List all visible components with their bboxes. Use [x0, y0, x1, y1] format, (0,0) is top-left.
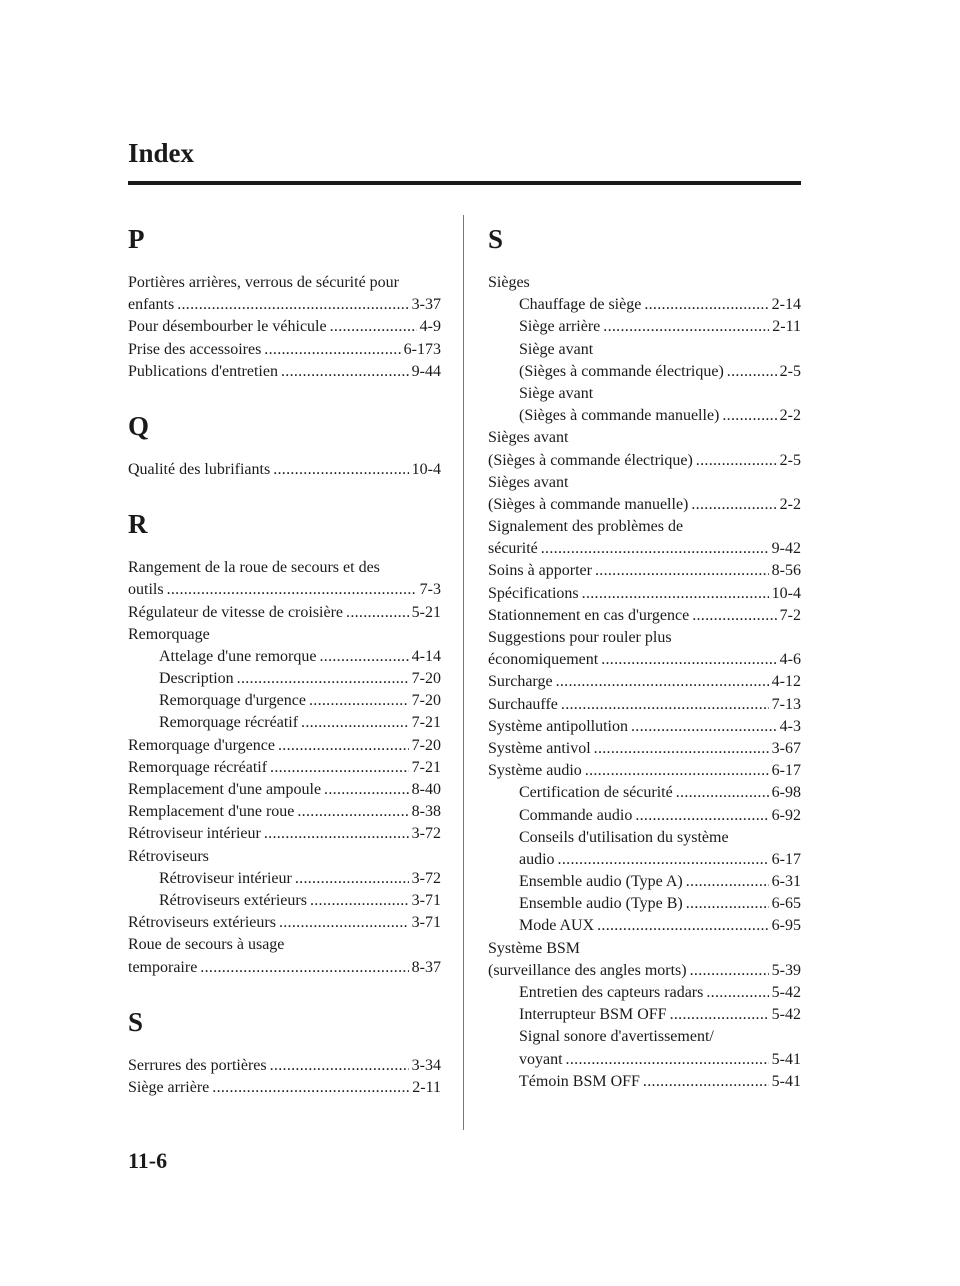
- index-entry: [488, 694, 801, 716]
- dot-leader: [722, 405, 776, 427]
- dot-leader: [237, 668, 409, 690]
- index-entry: [128, 316, 441, 338]
- entry-page-ref: 4-6: [779, 651, 801, 669]
- dot-leader: [281, 361, 409, 383]
- dot-leader: [690, 960, 769, 982]
- dot-leader: [676, 782, 769, 804]
- index-subentry: Siège avant: [519, 340, 594, 358]
- entry-text: économiquement: [488, 651, 599, 669]
- index-subentry: [488, 782, 801, 804]
- index-entry: [128, 912, 441, 934]
- index-entry: [488, 960, 801, 982]
- entry-text: Rétroviseurs extérieurs: [128, 914, 276, 932]
- entry-page-ref: 6-65: [771, 895, 801, 913]
- index-entry: [488, 494, 801, 516]
- entry-page-ref: 5-41: [771, 1050, 801, 1068]
- entry-page-ref: 2-11: [412, 1078, 441, 1096]
- entry-text: Ensemble audio (Type A): [519, 873, 683, 891]
- entry-text: Siège arrière: [519, 318, 601, 336]
- dot-leader: [706, 982, 768, 1004]
- section-letter: S: [488, 224, 504, 254]
- dot-leader: [330, 316, 417, 338]
- index-entry: [488, 671, 801, 693]
- entry-page-ref: 8-37: [411, 958, 441, 976]
- index-subentry: [488, 361, 801, 383]
- index-entry: [488, 605, 801, 627]
- entry-text: voyant: [519, 1050, 563, 1068]
- dot-leader: [603, 316, 769, 338]
- entry-text: Spécifications: [488, 584, 579, 602]
- entry-page-ref: 4-14: [411, 647, 441, 665]
- entry-page-ref: 7-21: [411, 758, 441, 776]
- dot-leader: [566, 1049, 769, 1071]
- index-entry: Sièges avant: [488, 473, 569, 491]
- index-entry: [128, 579, 441, 601]
- index-entry: [488, 450, 801, 472]
- entry-page-ref: 7-2: [779, 606, 801, 624]
- entry-text: (Sièges à commande électrique): [488, 451, 693, 469]
- index-entry: Rangement de la roue de secours et des: [128, 559, 380, 577]
- entry-page-ref: 7-21: [411, 714, 441, 732]
- entry-text: Attelage d'une remorque: [159, 647, 317, 665]
- entry-page-ref: 3-72: [411, 869, 441, 887]
- index-subentry: [488, 294, 801, 316]
- dot-leader: [273, 459, 408, 481]
- index-entry: [488, 583, 801, 605]
- entry-text: enfants: [128, 296, 175, 314]
- entry-text: Publications d'entretien: [128, 362, 278, 380]
- index-entry: Roue de secours à usage: [128, 936, 285, 954]
- entry-page-ref: 2-11: [772, 318, 801, 336]
- entry-text: Remorquage récréatif: [128, 758, 268, 776]
- index-subentry: [488, 849, 801, 871]
- dot-leader: [264, 823, 409, 845]
- entry-text: Remorquage récréatif: [159, 714, 299, 732]
- index-column-right: [488, 222, 801, 1119]
- entry-page-ref: 7-3: [419, 581, 441, 599]
- entry-text: Mode AUX: [519, 917, 595, 935]
- dot-leader: [167, 579, 417, 601]
- index-entry: [488, 760, 801, 782]
- entry-page-ref: 3-34: [411, 1056, 441, 1074]
- entry-page-ref: 8-56: [771, 562, 801, 580]
- entry-text: (Sièges à commande manuelle): [519, 407, 720, 425]
- entry-text: Régulateur de vitesse de croisière: [128, 603, 344, 621]
- index-subentry: [488, 915, 801, 937]
- entry-page-ref: 6-95: [771, 917, 801, 935]
- section-letter: P: [128, 224, 145, 254]
- index-entry: [128, 801, 441, 823]
- entry-page-ref: 9-42: [771, 540, 801, 558]
- section-letter: R: [128, 509, 148, 540]
- index-subentry: Signal sonore d'avertissement/: [519, 1028, 714, 1046]
- entry-page-ref: 8-38: [411, 803, 441, 821]
- entry-text: Témoin BSM OFF: [519, 1072, 640, 1090]
- header-rule: [128, 181, 801, 185]
- index-entry: Suggestions pour rouler plus: [488, 629, 672, 646]
- entry-page-ref: 6-173: [403, 340, 441, 358]
- entry-text: temporaire: [128, 958, 198, 976]
- dot-leader: [582, 583, 769, 605]
- index-subentry: [488, 316, 801, 338]
- entry-text: Description: [159, 670, 234, 688]
- index-section: [128, 507, 441, 979]
- entry-text: Surchauffe: [488, 695, 558, 713]
- entry-page-ref: 7-13: [771, 695, 801, 713]
- dot-leader: [696, 450, 777, 472]
- entry-text: Surcharge: [488, 673, 553, 691]
- column-divider: [463, 215, 464, 1130]
- dot-leader: [727, 361, 777, 383]
- dot-leader: [346, 602, 409, 624]
- dot-leader: [691, 494, 776, 516]
- entry-text: Rétroviseurs extérieurs: [159, 891, 307, 909]
- index-entry: [128, 361, 441, 383]
- entry-page-ref: 5-42: [771, 984, 801, 1001]
- dot-leader: [597, 915, 769, 937]
- index-entry: [488, 738, 801, 760]
- entry-text: Rétroviseur intérieur: [159, 869, 292, 887]
- index-subentry: Siège avant: [519, 384, 594, 402]
- index-entry: Portières arrières, verrous de sécurité pour: [128, 274, 399, 291]
- entry-text: Commande audio: [519, 806, 633, 824]
- entry-page-ref: 6-17: [771, 850, 801, 868]
- entry-page-ref: 2-2: [779, 407, 801, 425]
- index-subentry: [488, 805, 801, 827]
- dot-leader: [212, 1077, 409, 1099]
- index-entry: [488, 560, 801, 582]
- dot-leader: [279, 912, 409, 934]
- index-subentry: [488, 871, 801, 893]
- entry-page-ref: 6-98: [771, 784, 801, 802]
- entry-page-ref: 9-44: [411, 362, 441, 380]
- entry-page-ref: 8-40: [411, 781, 441, 798]
- entry-text: Stationnement en cas d'urgence: [488, 606, 690, 624]
- entry-text: Système antivol: [488, 739, 591, 757]
- index-entry: Système BSM: [488, 939, 581, 957]
- dot-leader: [631, 716, 777, 738]
- index-entry: [488, 538, 801, 560]
- entry-text: Remorquage d'urgence: [159, 692, 306, 710]
- dot-leader: [556, 671, 769, 693]
- index-entry: Remorquage: [128, 625, 210, 643]
- dot-leader: [643, 1071, 769, 1093]
- dot-leader: [295, 868, 409, 890]
- index-subentry: [488, 1004, 801, 1026]
- entry-text: outils: [128, 581, 164, 599]
- page-title: Index: [128, 138, 195, 168]
- index-subentry: [488, 1071, 801, 1093]
- index-entry: Signalement des problèmes de: [488, 518, 684, 536]
- dot-leader: [541, 538, 769, 560]
- dot-leader: [644, 294, 768, 316]
- index-entry: [128, 294, 441, 316]
- dot-leader: [585, 760, 769, 782]
- dot-leader: [200, 957, 408, 979]
- entry-text: (Sièges à commande manuelle): [488, 495, 689, 513]
- entry-page-ref: 2-14: [771, 296, 801, 314]
- dot-leader: [692, 605, 776, 627]
- entry-text: Pour désembourber le véhicule: [128, 318, 327, 336]
- index-subentry: [128, 890, 441, 912]
- dot-leader: [595, 560, 769, 582]
- dot-leader: [309, 690, 409, 712]
- index-entry: [128, 459, 441, 481]
- index-subentry: [128, 712, 441, 734]
- dot-leader: [270, 757, 409, 779]
- dot-leader: [297, 801, 408, 823]
- entry-page-ref: 4-9: [419, 318, 441, 336]
- index-entry: [128, 1055, 441, 1077]
- index-entry: Sièges: [488, 274, 530, 291]
- index-subentry: [488, 893, 801, 915]
- entry-page-ref: 6-31: [771, 873, 801, 891]
- entry-text: Système antipollution: [488, 717, 628, 735]
- section-letter: S: [128, 1006, 144, 1037]
- index-entry: [128, 735, 441, 757]
- dot-leader: [324, 779, 409, 801]
- index-entry: [488, 649, 801, 671]
- index-subentry: [488, 1049, 801, 1071]
- dot-leader: [301, 712, 409, 734]
- entry-page-ref: 3-71: [411, 891, 441, 909]
- dot-leader: [635, 805, 768, 827]
- dot-leader: [278, 735, 409, 757]
- index-subentry: [488, 405, 801, 427]
- entry-text: Certification de sécurité: [519, 784, 673, 802]
- index-section: [488, 222, 801, 1093]
- index-entry: [128, 757, 441, 779]
- entry-text: sécurité: [488, 540, 538, 558]
- dot-leader: [270, 1055, 409, 1077]
- entry-page-ref: 7-20: [411, 692, 441, 710]
- dot-leader: [177, 294, 408, 316]
- entry-text: Serrures des portières: [128, 1056, 267, 1074]
- index-section: [128, 1005, 441, 1099]
- index-entry: [128, 1077, 441, 1099]
- entry-page-ref: 6-17: [771, 762, 801, 780]
- entry-text: Siège arrière: [128, 1078, 210, 1096]
- entry-page-ref: 10-4: [771, 584, 801, 602]
- dot-leader: [670, 1004, 769, 1026]
- entry-page-ref: 2-5: [779, 362, 801, 380]
- entry-page-ref: 3-71: [411, 914, 441, 932]
- index-entry: [128, 779, 441, 801]
- entry-text: Système audio: [488, 762, 582, 780]
- index-entry: [128, 823, 441, 845]
- index-column-left: [128, 222, 441, 1125]
- entry-page-ref: 5-39: [771, 961, 801, 979]
- index-subentry: [128, 668, 441, 690]
- entry-text: Chauffage de siège: [519, 296, 642, 314]
- index-subentry: [128, 646, 441, 668]
- index-subentry: [488, 982, 801, 1004]
- dot-leader: [264, 339, 400, 361]
- entry-page-ref: 10-4: [411, 460, 441, 478]
- index-section: [128, 409, 441, 481]
- entry-page-ref: 7-20: [411, 670, 441, 688]
- entry-text: Entretien des capteurs radars: [519, 984, 704, 1001]
- index-entry: [128, 602, 441, 624]
- dot-leader: [686, 871, 769, 893]
- index-subentry: Conseils d'utilisation du système: [519, 828, 729, 846]
- dot-leader: [319, 646, 408, 668]
- index-subentry: [128, 868, 441, 890]
- dot-leader: [310, 890, 409, 912]
- index-entry: Sièges avant: [488, 429, 569, 447]
- entry-page-ref: 3-67: [771, 739, 801, 757]
- page-number: 11-6: [128, 1148, 168, 1173]
- index-entry: [128, 957, 441, 979]
- entry-text: Remorquage d'urgence: [128, 736, 275, 754]
- dot-leader: [594, 738, 769, 760]
- index-entry: Rétroviseurs: [128, 847, 209, 865]
- entry-page-ref: 5-42: [771, 1006, 801, 1024]
- entry-text: (Sièges à commande électrique): [519, 362, 724, 380]
- entry-text: Remplacement d'une roue: [128, 803, 295, 821]
- entry-text: Prise des accessoires: [128, 340, 262, 358]
- entry-text: (surveillance des angles morts): [488, 961, 687, 979]
- entry-text: Ensemble audio (Type B): [519, 895, 683, 913]
- entry-page-ref: 7-20: [411, 736, 441, 754]
- dot-leader: [561, 694, 769, 716]
- index-section: [128, 222, 441, 383]
- entry-page-ref: 6-92: [771, 806, 801, 824]
- dot-leader: [686, 893, 769, 915]
- entry-page-ref: 3-37: [411, 296, 441, 314]
- index-entry: [128, 339, 441, 361]
- entry-page-ref: 3-72: [411, 825, 441, 843]
- entry-page-ref: 5-41: [771, 1072, 801, 1090]
- entry-page-ref: 4-3: [779, 717, 801, 735]
- entry-text: Remplacement d'une ampoule: [128, 781, 322, 798]
- index-subentry: [128, 690, 441, 712]
- section-letter: Q: [128, 410, 150, 441]
- entry-page-ref: 5-21: [411, 603, 441, 621]
- entry-text: Soins à apporter: [488, 562, 592, 580]
- entry-text: Interrupteur BSM OFF: [519, 1006, 667, 1024]
- entry-page-ref: 2-2: [779, 495, 801, 513]
- entry-page-ref: 2-5: [779, 451, 801, 469]
- entry-text: audio: [519, 850, 555, 868]
- entry-page-ref: 4-12: [771, 673, 801, 691]
- entry-text: Qualité des lubrifiants: [128, 460, 271, 478]
- dot-leader: [558, 849, 769, 871]
- entry-text: Rétroviseur intérieur: [128, 825, 261, 843]
- dot-leader: [601, 649, 776, 671]
- index-entry: [488, 716, 801, 738]
